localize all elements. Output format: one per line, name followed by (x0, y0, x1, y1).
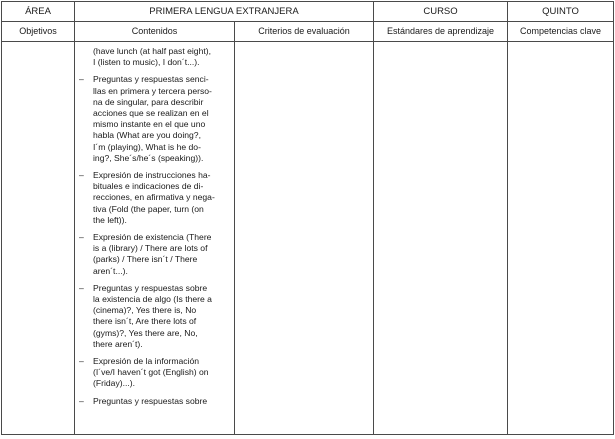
list-item-line: (gyms)?, Yes there are, No, (93, 327, 198, 338)
dash-bullet: – (79, 282, 84, 293)
list-item-line: habla (What are you doing?, (93, 130, 201, 141)
header-row (2, 2, 614, 22)
list-item-line: is a (library) / There are lots of (93, 243, 208, 254)
list-item (79, 356, 232, 390)
dash-bullet: – (79, 356, 84, 367)
curso-value: QUINTO (508, 2, 614, 22)
list-item-line: (I´ve/I haven´t got (English) on (93, 367, 209, 378)
list-item-line: recciones, en afirmativa y nega- (93, 192, 215, 203)
list-item-line: (parks) / There isn´t / There (93, 254, 198, 265)
list-item (79, 283, 232, 350)
curriculum-table (1, 1, 614, 435)
dash-bullet: – (79, 232, 84, 243)
list-item (79, 170, 232, 226)
list-item-line: (Friday)...). (93, 378, 136, 389)
list-item-line: (cinema)?, Yes there is, No (93, 305, 197, 316)
area-value: PRIMERA LENGUA EXTRANJERA (75, 2, 374, 22)
competencias-cell (508, 42, 614, 435)
contenidos-list (75, 42, 234, 407)
list-item-line: there aren´t). (93, 338, 143, 349)
column-header-contenidos: Contenidos (75, 22, 235, 42)
list-item-line: bituales e indicaciones de di- (93, 181, 204, 192)
column-header-objetivos: Objetivos (2, 22, 75, 42)
list-item (79, 396, 232, 407)
list-item-line: Expresión de la información (93, 356, 200, 367)
list-item-line: na de singular, para describir (93, 96, 204, 107)
content-row (2, 42, 614, 435)
list-item-line: la existencia de algo (Is there a (93, 294, 212, 305)
column-header-criterios: Criterios de evaluación (235, 22, 374, 42)
objetivos-cell (2, 42, 75, 435)
column-header-row (2, 22, 614, 42)
list-item-line: llas en primera y tercera perso- (93, 85, 212, 96)
list-item-line: Preguntas y respuestas sobre (93, 395, 208, 406)
dash-bullet: – (79, 74, 84, 85)
list-item (79, 232, 232, 277)
list-item-line: tiva (Fold (the paper, turn (on (93, 203, 204, 214)
list-item-line: I (listen to music), I don´t...). (93, 57, 200, 68)
list-item-line: Expresión de existencia (There (93, 232, 212, 243)
criterios-cell (235, 42, 374, 435)
list-item-line: mismo instante en el que uno (93, 119, 206, 130)
list-item-continuation (79, 46, 232, 68)
list-item-line: Preguntas y respuestas sobre (93, 282, 208, 293)
contenidos-cell (75, 42, 235, 435)
area-label: ÁREA (2, 2, 75, 22)
list-item-line: (have lunch (at half past eight), (93, 46, 211, 56)
column-header-estandares: Estándares de aprendizaje (374, 22, 508, 42)
list-item-line: I´m (playing), What is he do- (93, 141, 201, 152)
column-header-competencias: Competencias clave (508, 22, 614, 42)
dash-bullet: – (79, 395, 84, 406)
list-item-line: Expresión de instrucciones ha- (93, 170, 211, 181)
list-item-line: aren´t...). (93, 265, 128, 276)
list-item-line: ing?, She´s/he´s (speaking)). (93, 152, 204, 163)
list-item-line: acciones que se realizan en el (93, 108, 209, 119)
list-item-line: the left)). (93, 214, 127, 225)
list-item-line: Preguntas y respuestas senci- (93, 74, 209, 85)
list-item (79, 74, 232, 164)
estandares-cell (374, 42, 508, 435)
curso-label: CURSO (374, 2, 508, 22)
list-item-line: there isn´t, Are there lots of (93, 316, 197, 327)
dash-bullet: – (79, 170, 84, 181)
